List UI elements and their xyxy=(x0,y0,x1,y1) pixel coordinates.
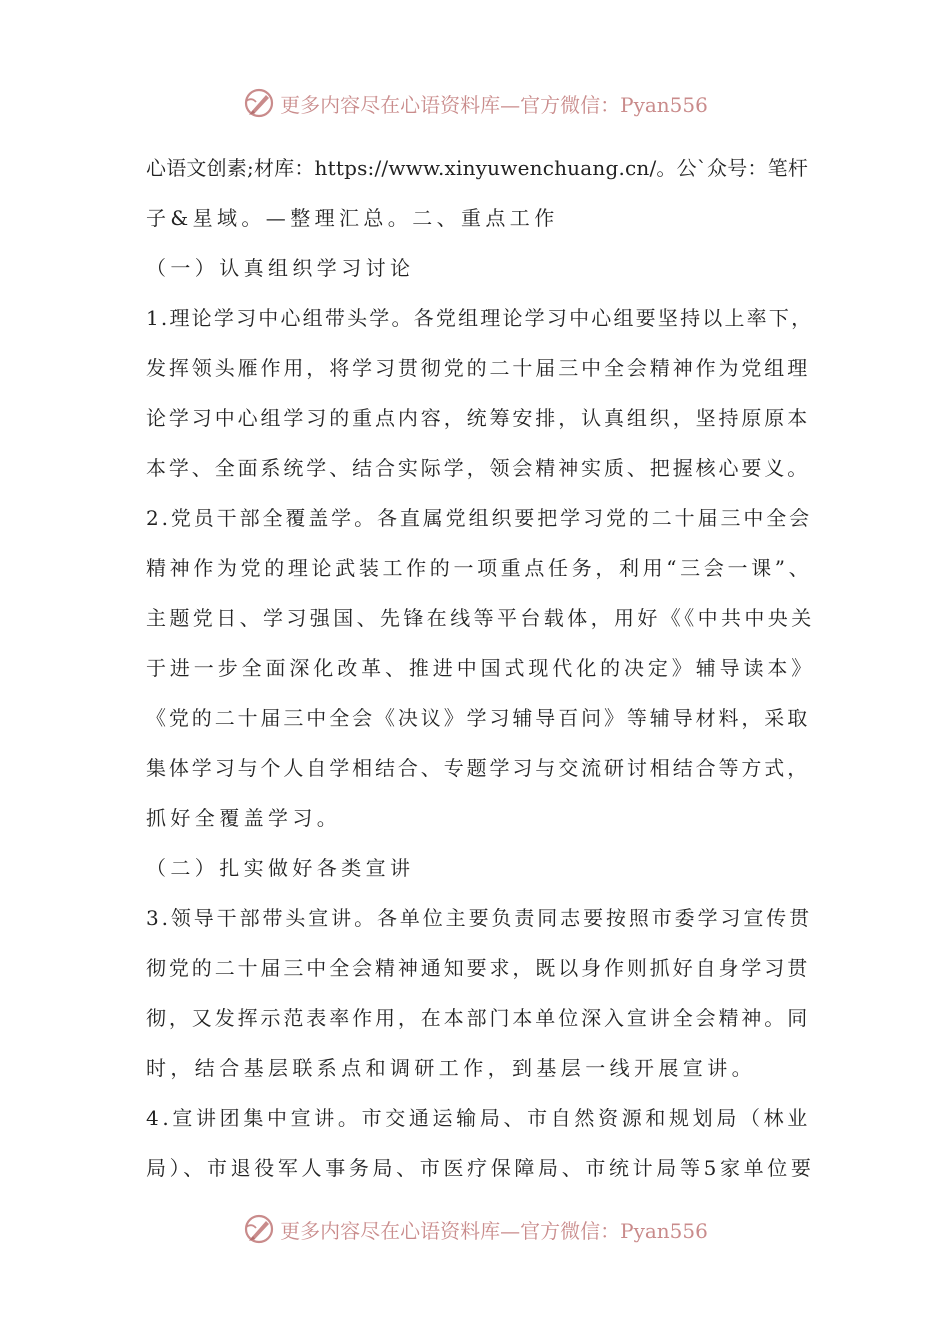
body-line-5: 发挥领头雁作用，将学习贯彻党的二十届三中全会精神作为党组理 xyxy=(146,356,811,380)
body-line-17: 彻党的二十届三中全会精神通知要求，既以身作则抓好自身学习贯 xyxy=(146,956,811,980)
pen-logo-icon xyxy=(242,1212,276,1246)
header-watermark-banner xyxy=(0,83,950,123)
body-line-6: 论学习中心组学习的重点内容，统筹安排，认真组织，坚持原原本 xyxy=(146,406,811,430)
body-line-19: 时，结合基层联系点和调研工作，到基层一线开展宣讲。 xyxy=(146,1056,756,1080)
footer-watermark-text: 更多内容尽在心语资料库—官方微信：Pyan556 xyxy=(280,1218,708,1243)
body-line-21: 局）、市退役军人事务局、市医疗保障局、市统计局等5家单位要 xyxy=(146,1156,815,1180)
body-line-18: 彻，又发挥示范表率作用，在本部门本单位深入宣讲全会精神。同 xyxy=(146,1006,811,1030)
footer-watermark-banner xyxy=(0,1209,950,1249)
body-line-1: 心语文创素;材库：https://www.xinyuwenchuang.cn/。公`众号：笔杆 xyxy=(146,156,809,180)
body-line-2: 子&星域。—整理汇总。二、重点工作 xyxy=(146,206,559,230)
body-line-14: 抓好全覆盖学习。 xyxy=(146,806,342,830)
body-line-13: 集体学习与个人自学相结合、专题学习与交流研讨相结合等方式， xyxy=(146,756,811,780)
body-line-9: 精神作为党的理论武装工作的一项重点任务，利用“三会一课”、 xyxy=(146,556,813,580)
body-line-8: 2.党员干部全覆盖学。各直属党组织要把学习党的二十届三中全会 xyxy=(146,506,813,530)
section-heading-2: （二）扎实做好各类宣讲 xyxy=(146,856,415,880)
header-watermark-text: 更多内容尽在心语资料库—官方微信：Pyan556 xyxy=(280,92,708,117)
body-line-7: 本学、全面系统学、结合实际学，领会精神实质、把握核心要义。 xyxy=(146,456,811,480)
body-line-11: 于进一步全面深化改革、推进中国式现代化的决定》辅导读本》 xyxy=(146,656,816,680)
body-line-16: 3.领导干部带头宣讲。各单位主要负责同志要按照市委学习宣传贯 xyxy=(146,906,813,930)
body-line-10: 主题党日、学习强国、先锋在线等平台载体，用好《《中共中央关 xyxy=(146,606,815,630)
body-line-4: 1.理论学习中心组带头学。各党组理论学习中心组要坚持以上率下， xyxy=(146,306,814,330)
document-body xyxy=(146,150,816,1200)
body-line-20: 4.宣讲团集中宣讲。市交通运输局、市自然资源和规划局（林业 xyxy=(146,1106,811,1130)
pen-logo-icon xyxy=(242,86,276,120)
body-line-12: 《党的二十届三中全会《决议》学习辅导百问》等辅导材料，采取 xyxy=(146,706,811,730)
section-heading-1: （一）认真组织学习讨论 xyxy=(146,256,415,280)
